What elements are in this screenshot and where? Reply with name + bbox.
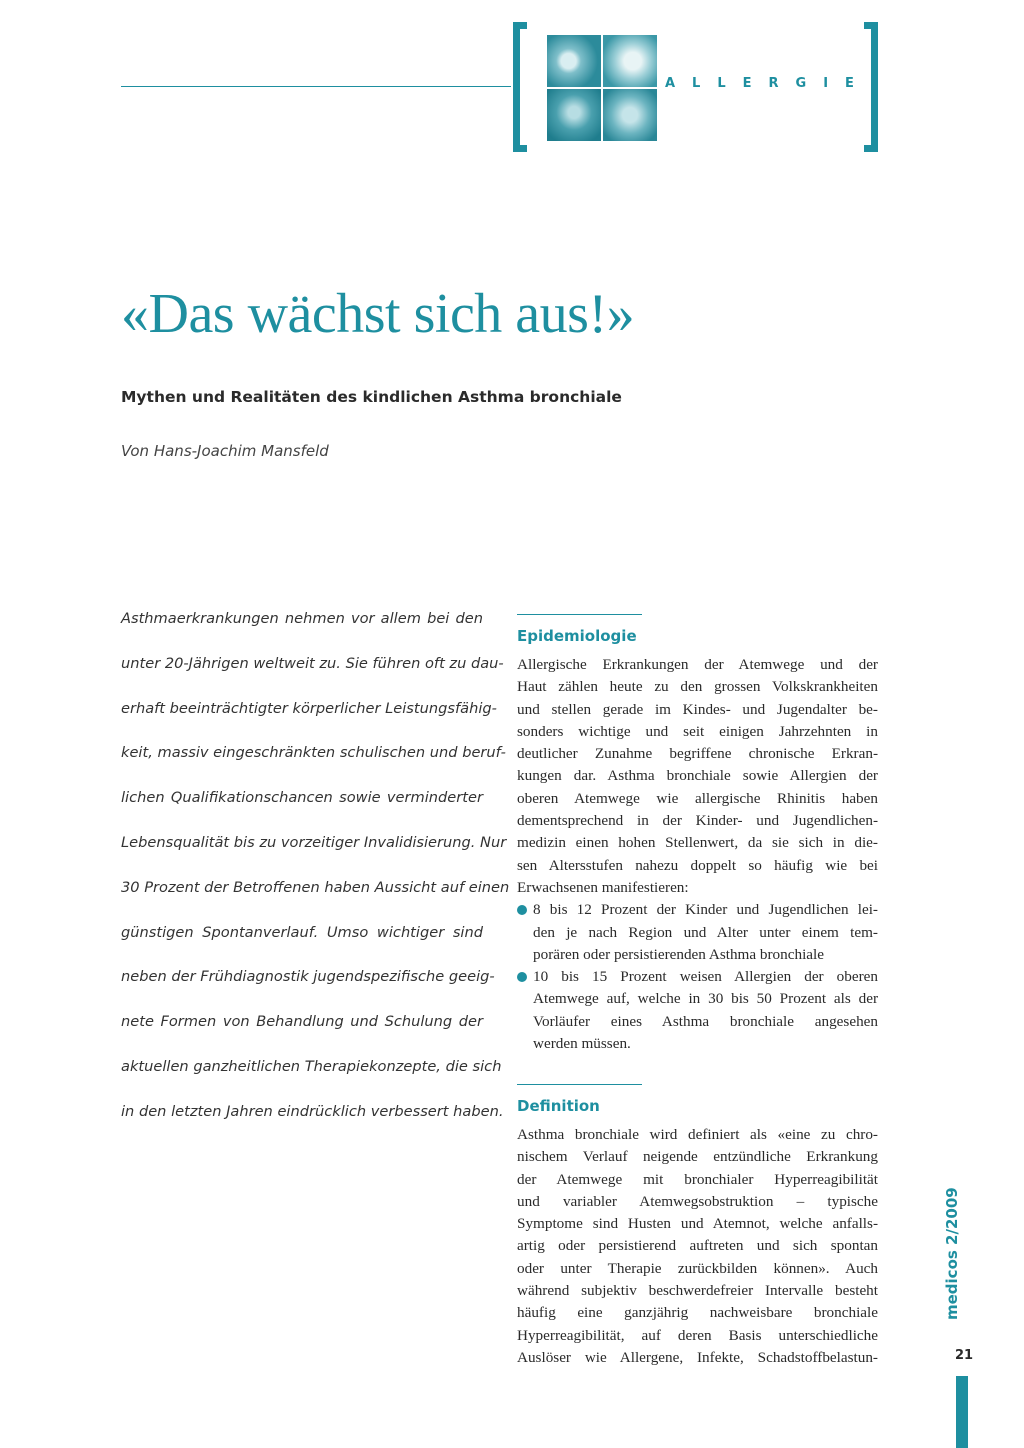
lead-line: aktuellen ganzheitlichen Therapiekonzepte, die sich [121,1057,502,1075]
article-subtitle: Mythen und Realitäten des kindlichen Asthma bronchiale [121,388,622,406]
lead-line: günstigen Spontanverlauf. Umso wichtiger sind [121,923,483,941]
text-line: medizin einen hohen Stellenwert, da sie sich in die- [517,834,878,852]
bullet-dot-icon [517,972,527,982]
lead-line: lichen Qualifikationschancen sowie verminderter [121,789,483,807]
text-line: und variabler Atemwegsobstruktion – typische [517,1192,878,1210]
text-line: der Atemwege mit bronchialer Hyperreagibilität [517,1170,878,1188]
header-photo-grid [547,35,657,141]
text-line: werden müssen. [533,1035,631,1053]
header-rule [121,86,511,87]
lead-line: nete Formen von Behandlung und Schulung der [121,1013,483,1031]
side-accent-bar [956,1376,968,1448]
epidemiologie-text [517,654,878,1055]
bullet-dot-icon [517,905,527,915]
text-line: oberen Atemwege wie allergische Rhinitis haben [517,789,878,807]
allergen-photo-2 [603,35,657,87]
text-line: Auslöser wie Allergene, Infekte, Schadstoffbelastun- [517,1348,878,1366]
text-line: häufig eine ganzjährig nachweisbare bronchiale [517,1304,878,1322]
text-line: deutlicher Zunahme begriffene chronische Erkran- [517,745,878,763]
section-rule [517,614,642,615]
allergen-photo-1 [547,35,601,87]
text-line: während subjektiv beschwerdefreier Intervalle besteht [517,1282,878,1300]
lead-line: 30 Prozent der Betroffenen haben Aussicht auf einen [121,878,510,896]
lead-line: keit, massiv eingeschränkten schulischen und beruf- [121,744,506,762]
text-line: sonders wichtige und seit einigen Jahrzehnten in [517,722,878,740]
page-number: 21 [955,1348,974,1363]
allergen-photo-4 [603,89,657,141]
text-line: porären oder persistierenden Asthma bronchiale [533,945,824,963]
allergen-photo-3 [547,89,601,141]
text-line: Symptome sind Husten und Atemnot, welche anfalls- [517,1215,878,1233]
lead-line: in den letzten Jahren eindrücklich verbessert haben. [121,1102,504,1120]
text-line: kungen dar. Asthma bronchiale sowie Allergien der [517,767,878,785]
article-author: Von Hans-Joachim Mansfeld [121,442,329,460]
text-line: Allergische Erkrankungen der Atemwege und der [517,656,878,673]
text-line: Erwachsenen manifestieren: [517,878,689,896]
right-bracket [864,22,878,152]
lead-line: erhaft beeinträchtigter körperlicher Leistungsfähig- [121,699,497,717]
text-line: 8 bis 12 Prozent der Kinder und Jugendlichen lei- [533,901,878,919]
section-heading-epidemiologie: Epidemiologie [517,627,637,645]
article-title: «Das wächst sich aus!» [121,283,635,345]
lead-line: Lebensqualität bis zu vorzeitiger Invalidisierung. Nur [121,833,507,851]
section-rule [517,1084,642,1085]
text-line: den je nach Region und Alter unter einem tem- [533,923,878,941]
definition-text [517,1124,878,1369]
bullet-item [517,899,878,966]
text-line: nischem Verlauf neigende entzündliche Erkrankung [517,1148,878,1166]
lead-line: neben der Frühdiagnostik jugendspezifische geeig- [121,968,495,986]
lead-paragraph [121,606,510,1144]
left-bracket [513,22,527,152]
section-heading-definition: Definition [517,1097,600,1115]
text-line: Asthma bronchiale wird definiert als «eine zu chro- [517,1126,878,1143]
text-line: Haut zählen heute zu den grossen Volkskrankheiten [517,678,878,696]
lead-line: unter 20-Jährigen weltweit zu. Sie führen oft zu dau- [121,654,504,672]
bullet-item [517,966,878,1055]
text-line: und stellen gerade im Kindes- und Jugendalter be- [517,700,878,718]
text-line: 10 bis 15 Prozent weisen Allergien der oberen [533,968,878,986]
text-line: oder unter Therapie zurückbilden können». Auch [517,1259,878,1277]
text-line: artig oder persistierend auftreten und sich spontan [517,1237,878,1255]
text-line: Vorläufer eines Asthma bronchiale angesehen [533,1012,878,1030]
section-label: ALLERGIE [665,76,871,91]
issue-label: medicos 2/2009 [943,1187,961,1320]
text-line: sen Altersstufen nahezu doppelt so häufig wie bei [517,856,878,874]
text-line: Atemwege auf, welche in 30 bis 50 Prozent als der [533,990,878,1008]
text-line: Hyperreagibilität, auf deren Basis unterschiedliche [517,1326,878,1344]
lead-line: Asthmaerkrankungen nehmen vor allem bei den [121,610,483,627]
text-line: dementsprechend in der Kinder- und Jugendlichen- [517,812,878,830]
